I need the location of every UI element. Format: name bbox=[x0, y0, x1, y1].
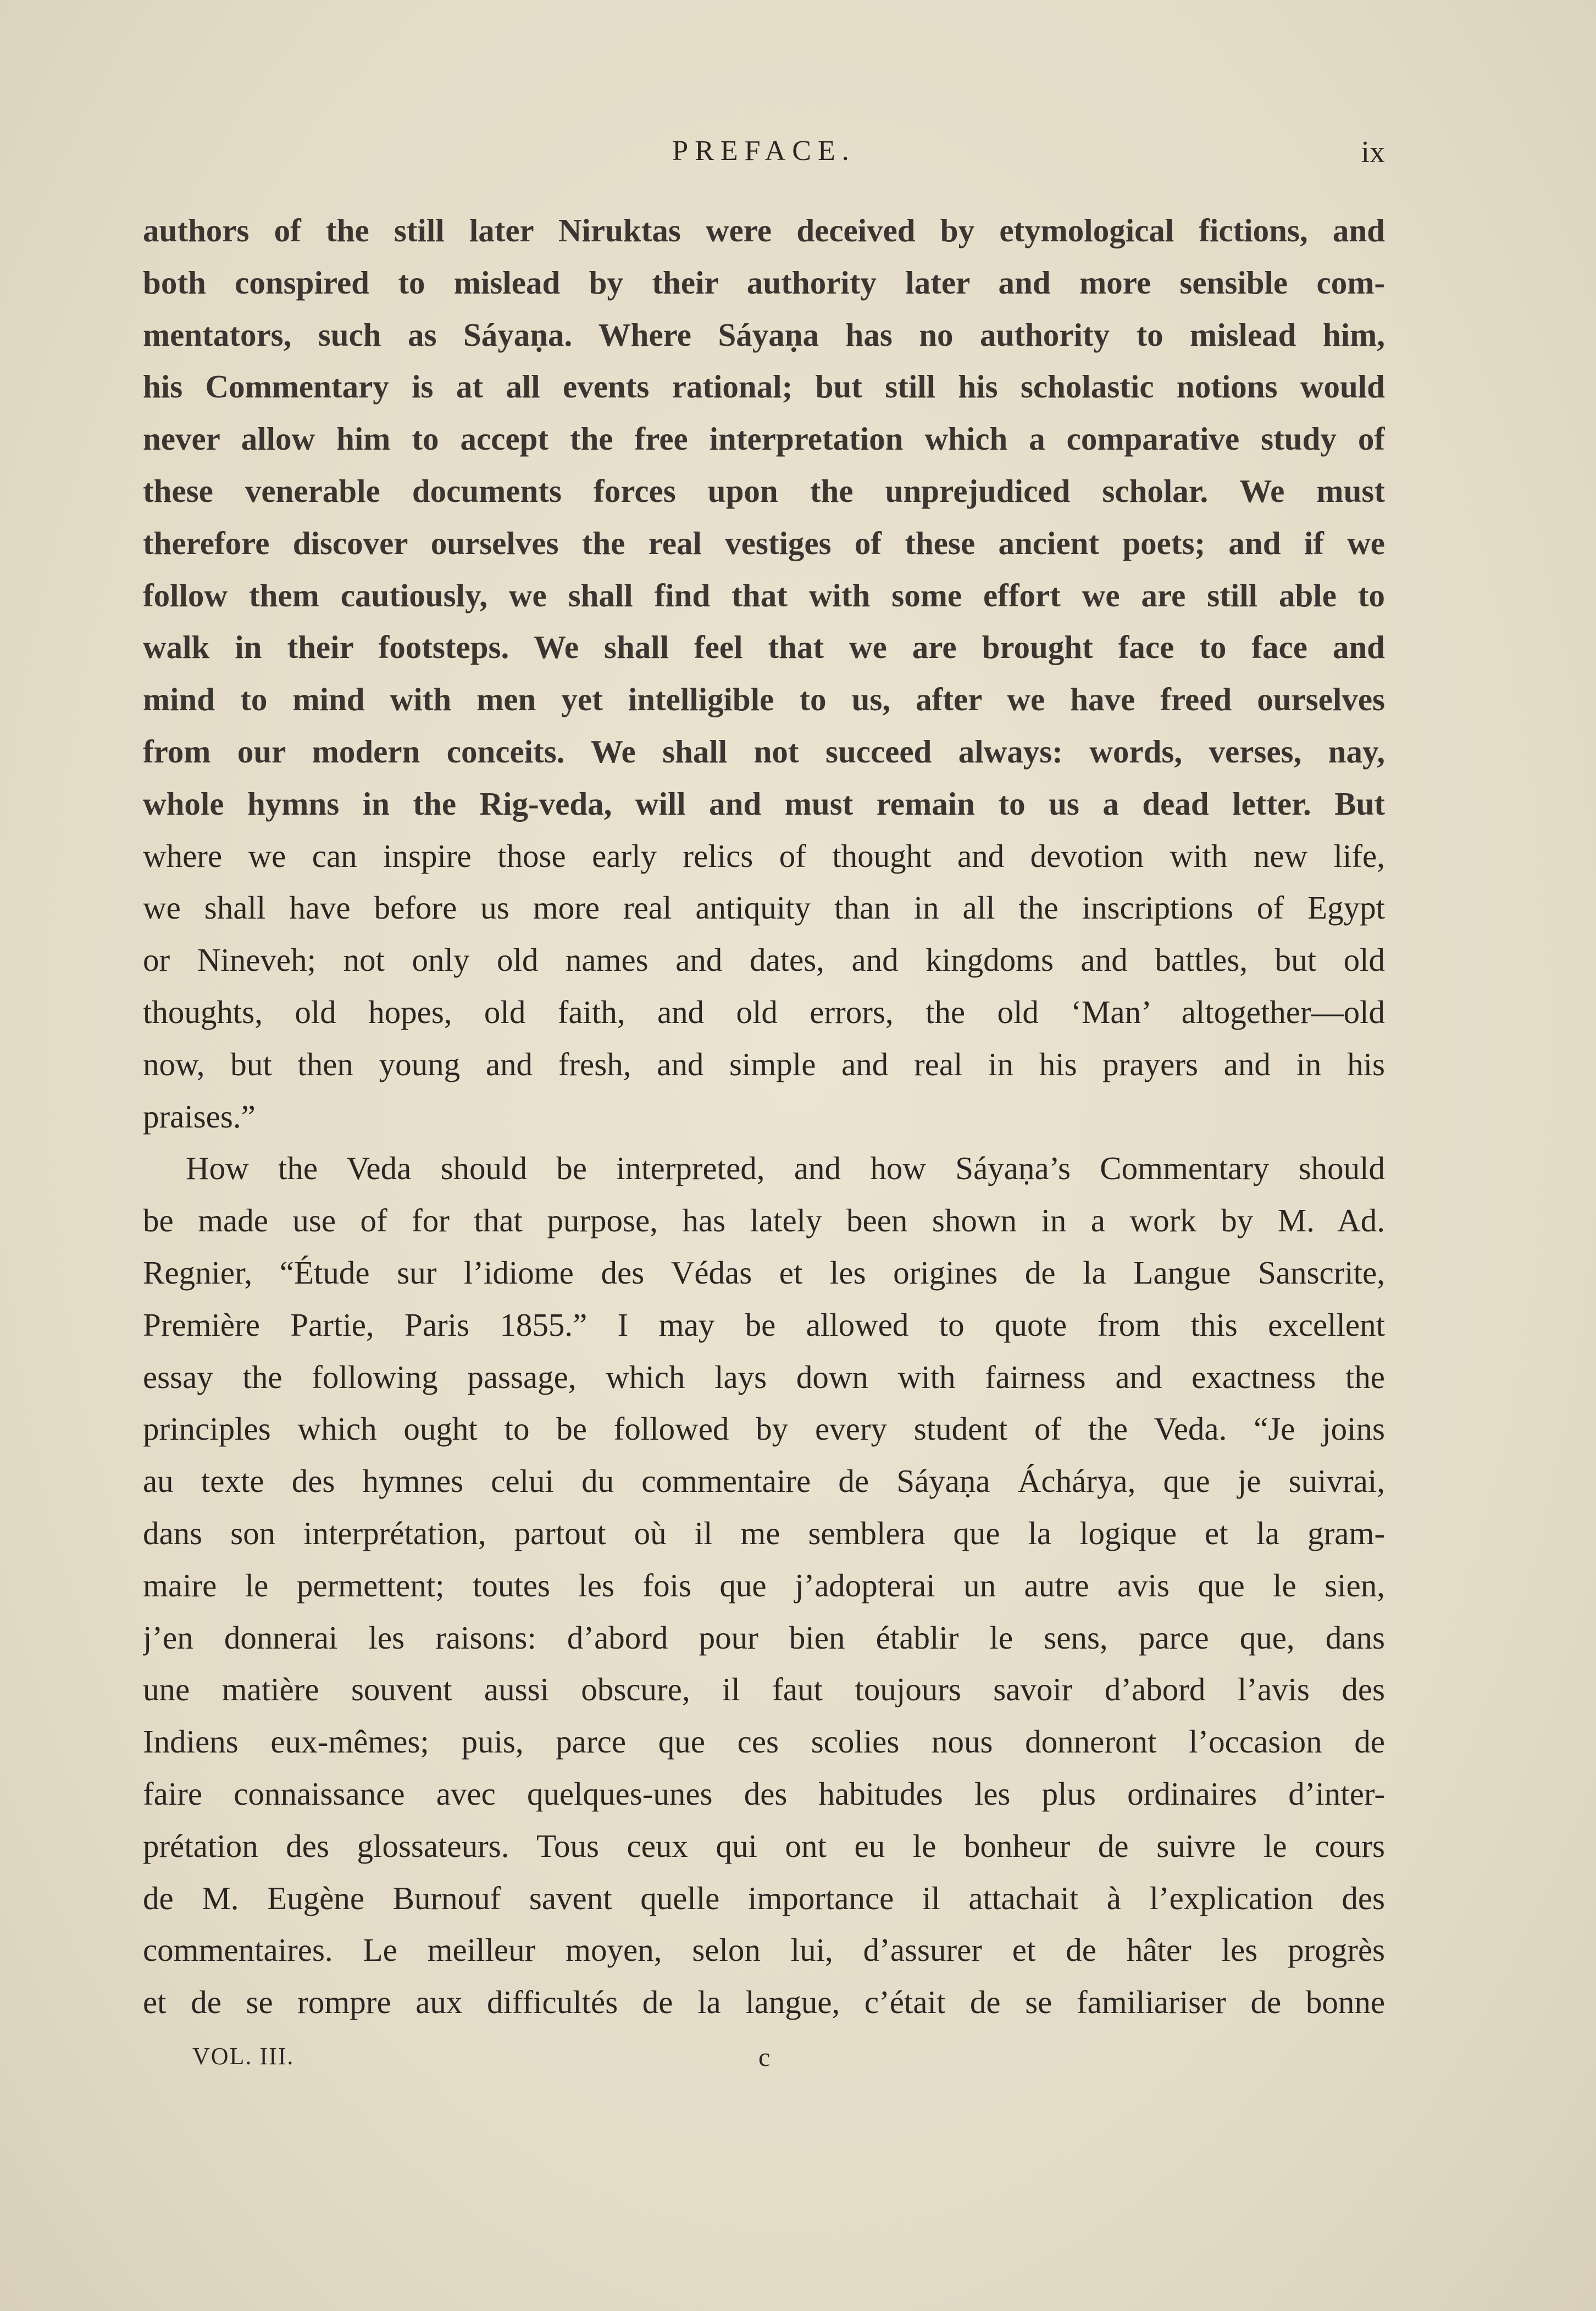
text-line: therefore discover ourselves the real vestiges of these ancient poets; and if we bbox=[143, 524, 1385, 561]
text-line: Regnier, “Étude sur l’idiome des Védas et les origines de la Langue Sanscrite, bbox=[143, 1254, 1385, 1291]
text-line: dans son interprétation, partout où il me semblera que la logique et la gram- bbox=[143, 1514, 1385, 1551]
text-line: from our modern conceits. We shall not succeed always: words, verses, nay, bbox=[143, 733, 1385, 770]
text-line: Indiens eux-mêmes; puis, parce que ces scolies nous donneront l’occasion de bbox=[143, 1723, 1385, 1760]
text-line: Première Partie, Paris 1855.” I may be allowed to quote from this excellent bbox=[143, 1306, 1385, 1343]
text-line: mind to mind with men yet intelligible to us, after we have freed ourselves bbox=[143, 681, 1385, 718]
text-line: now, but then young and fresh, and simple and real in his prayers and in his bbox=[143, 1046, 1385, 1082]
text-line: j’en donnerai les raisons: d’abord pour bien établir le sens, parce que, dans bbox=[143, 1619, 1385, 1656]
text-line: where we can inspire those early relics of thought and devotion with new life, bbox=[143, 837, 1385, 874]
text-line: walk in their footsteps. We shall feel that we are brought face to face and bbox=[143, 629, 1385, 666]
page-number: ix bbox=[1361, 135, 1385, 169]
text-line: principles which ought to be followed by every student of the Veda. “Je joins bbox=[143, 1411, 1385, 1447]
text-line: his Commentary is at all events rational; but still his scholastic notions would bbox=[143, 368, 1385, 405]
text-line: une matière souvent aussi obscure, il faut toujours savoir d’abord l’avis des bbox=[143, 1671, 1385, 1708]
text-line: essay the following passage, which lays down with fairness and exactness the bbox=[143, 1358, 1385, 1395]
text-line: authors of the still later Niruktas were deceived by etymological fictions, and bbox=[143, 212, 1385, 248]
text-line: maire le permettent; toutes les fois que j’adopterai un autre avis que le sien, bbox=[143, 1567, 1385, 1604]
text-line: whole hymns in the Rig-veda, will and must remain to us a dead letter. But bbox=[143, 785, 1385, 822]
text-line: praises.” bbox=[143, 1098, 256, 1135]
text-line: we shall have before us more real antiquity than in all the inscriptions of Egypt bbox=[143, 889, 1385, 926]
text-line: faire connaissance avec quelques-unes des habitudes les plus ordinaires d’inter- bbox=[143, 1775, 1385, 1812]
text-line: de M. Eugène Burnouf savent quelle importance il attachait à l’explication des bbox=[143, 1879, 1385, 1916]
text-line: mentators, such as Sáyaṇa. Where Sáyaṇa has no authority to mislead him, bbox=[143, 316, 1385, 353]
text-line: et de se rompre aux difficultés de la langue, c’était de se familiariser de bonne bbox=[143, 1984, 1385, 2021]
running-title: PREFACE. bbox=[672, 135, 856, 167]
text-line: never allow him to accept the free interpretation which a comparative study of bbox=[143, 421, 1385, 457]
text-line: au texte des hymnes celui du commentaire de Sáyaṇa Áchárya, que je suivrai, bbox=[143, 1463, 1385, 1500]
text-line: How the Veda should be interpreted, and how Sáyaṇa’s Commentary should bbox=[186, 1150, 1385, 1187]
volume-label: VOL. III. bbox=[192, 2043, 295, 2070]
text-line: thoughts, old hopes, old faith, and old errors, the old ‘Man’ altogether—old bbox=[143, 993, 1385, 1030]
text-line: follow them cautiously, we shall find that with some effort we are still able to bbox=[143, 577, 1385, 613]
signature-mark: c bbox=[758, 2043, 771, 2072]
text-line: these venerable documents forces upon the unprejudiced scholar. We must bbox=[143, 472, 1385, 509]
text-line: be made use of for that purpose, has lately been shown in a work by M. Ad. bbox=[143, 1202, 1385, 1239]
text-line: commentaires. Le meilleur moyen, selon lui, d’assurer et de hâter les progrès bbox=[143, 1932, 1385, 1969]
text-line: prétation des glossateurs. Tous ceux qui ont eu le bonheur de suivre le cours bbox=[143, 1827, 1385, 1864]
body-text bbox=[143, 204, 1385, 2028]
text-line: or Nineveh; not only old names and dates, and kingdoms and battles, but old bbox=[143, 942, 1385, 978]
running-header bbox=[143, 135, 1385, 179]
text-line: both conspired to mislead by their authority later and more sensible com- bbox=[143, 264, 1385, 301]
